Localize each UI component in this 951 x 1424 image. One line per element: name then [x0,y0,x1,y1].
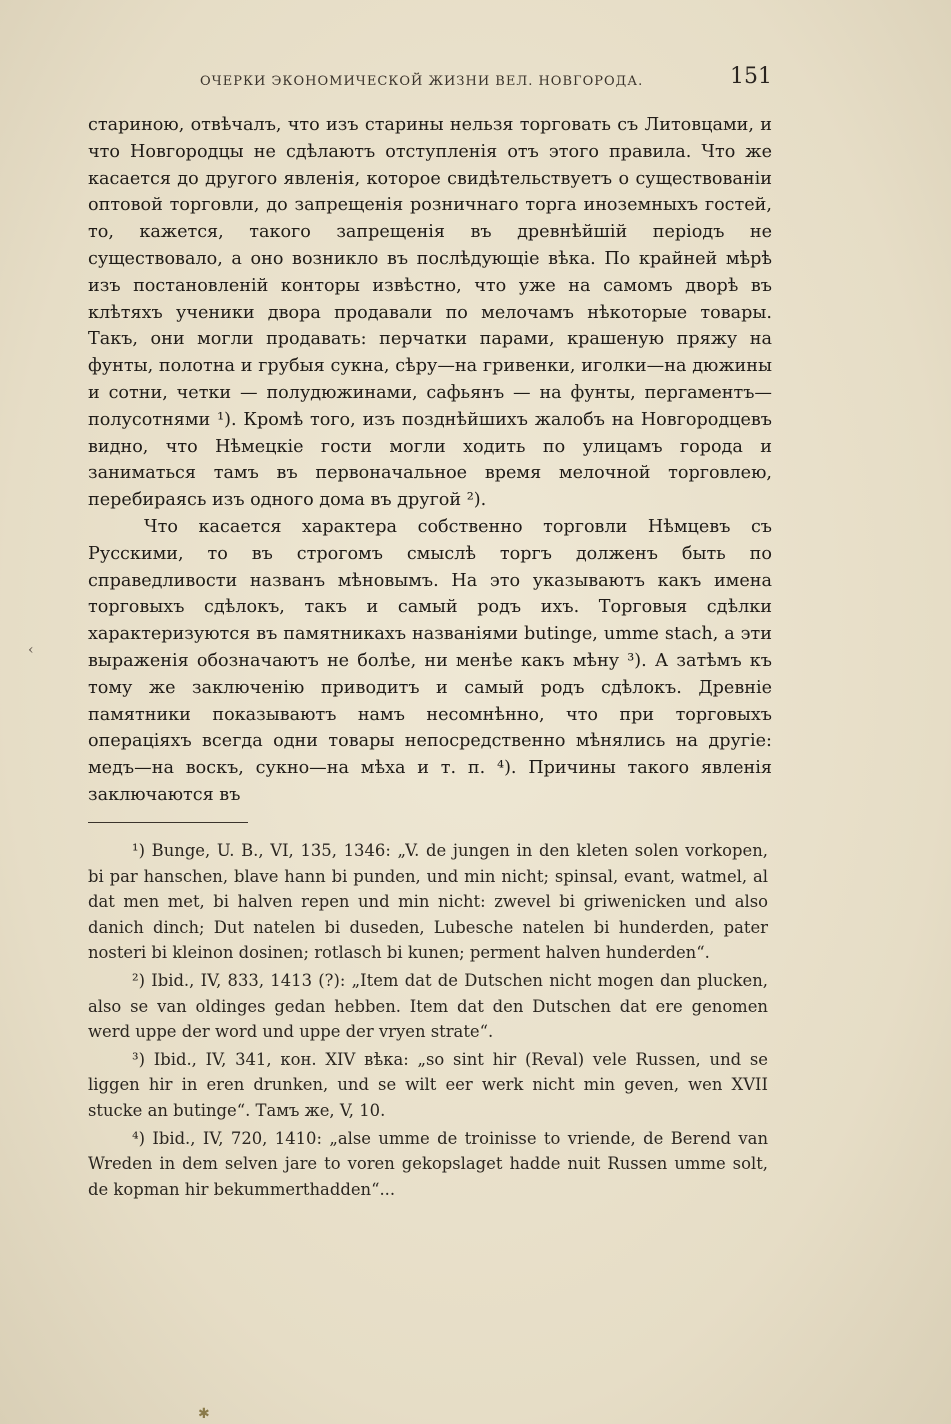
footnote-text: Ibid., IV, 720, 1410: „alse umme de troinisse to vriende, de Berend van Wreden in dem selven jare to voren gekopslaget hadde nuit Russen umme solt, de kopman hir bekummerthadden“... [88,1128,768,1199]
footnote-separator [88,822,248,823]
footnote-mark: ³) [132,1049,145,1069]
running-head: ОЧЕРКИ ЭКОНОМИЧЕСКОЙ ЖИЗНИ ВЕЛ. НОВГОРОДА. [200,74,644,89]
page-header [90,64,780,96]
margin-mark-icon: ‹ [28,642,34,658]
footnote-text: Ibid., IV, 833, 1413 (?): „Item dat de Dutschen nicht mogen dan plucken, also se van oldinges gedan hebben. Item dat den Dutschen dat ere genomen werd uppe der word und uppe der vryen strate“. [88,970,768,1042]
footnote [88,838,768,966]
footnote-mark: ²) [132,970,145,990]
footnote-mark: ⁴) [132,1128,145,1148]
footnote [88,968,768,1045]
stain-mark-icon: ✱ [198,1406,210,1422]
footnote [88,1047,768,1124]
footnote-mark: ¹) [132,841,145,860]
main-text [88,112,772,809]
page-number: 151 [730,64,772,89]
paragraph: Что касается характера собственно торговли Нѣмцевъ съ Русскими, то въ строгомъ смыслѣ торгъ долженъ быть по справедливости названъ мѣновымъ. На это указываютъ какъ имена торговыхъ сдѣлокъ, такъ и самый родъ ихъ. Торговыя сдѣлки характеризуются въ памятникахъ названіями butinge, umme stach, а эти выраженія обозначаютъ не болѣе, ни менѣе какъ мѣну ³). А затѣмъ къ тому же заключенію приводитъ и самый родъ сдѣлокъ. Древніе памятники показываютъ намъ несомнѣнно, что при торговыхъ операціяхъ всегда одни товары непосредственно мѣнялись на другіе: медъ—на воскъ, сукно—на мѣха и т. п. ⁴). Причины такого явленія заключаются въ [88,516,772,805]
footnotes [88,838,768,1204]
paragraph: стариною, отвѣчалъ, что изъ старины нельзя торговать съ Литовцами, и что Новгородцы не сдѣлаютъ отступленія отъ этого правила. Что же касается до другого явленія, которое свидѣтельствуетъ о существованіи оптовой торговли, до запрещенія розничнаго торга иноземныхъ гостей, то, кажется, такого запрещенія въ древнѣйшій періодъ не существовало, а оно возникло въ послѣдующіе вѣка. По крайней мѣрѣ изъ постановленій конторы извѣстно, что уже на самомъ дворѣ въ клѣтяхъ ученики двора продавали по мелочамъ нѣкоторые товары. Такъ, они могли продавать: перчатки парами, крашеную пряжу на фунты, полотна и грубыя сукна, сѣру—на гривенки, иголки—на дюжины и сотни, четки — полудюжинами, сафьянъ — на фунты, пергаментъ—полусотнями ¹). Кромѣ того, изъ позднѣйшихъ жалобъ на Новгородцевъ видно, что Нѣмецкіе гости могли ходить по улицамъ города и заниматься тамъ въ первоначальное время мелочной торговлею, перебираясь изъ одного дома въ другой ²). [88,115,772,511]
footnote-text: Bunge, U. B., VI, 135, 1346: „V. de jungen in den kleten solen vorkopen, bi par hanschen, blave hann bi punden, und min nicht; spinsal, evant, watmel, al dat men met, bi halven repen und min nicht: zwevel bi griwenicken und also danich dinch; Dut natelen bi duseden, Lubesche natelen bi hunderden, pater nosteri bi kleinon dosinen; rotlasch bi kunen; perment halven hunderden“. [88,841,768,963]
footnote-text: Ibid., IV, 341, кон. XIV вѣка: „so sint hir (Reval) vele Russen, und se liggen hir in eren drunken, und se wilt eer werk nicht min geven, wen XVII stucke an butinge“. Тамъ же, V, 10. [88,1049,768,1120]
footnote [88,1126,768,1203]
